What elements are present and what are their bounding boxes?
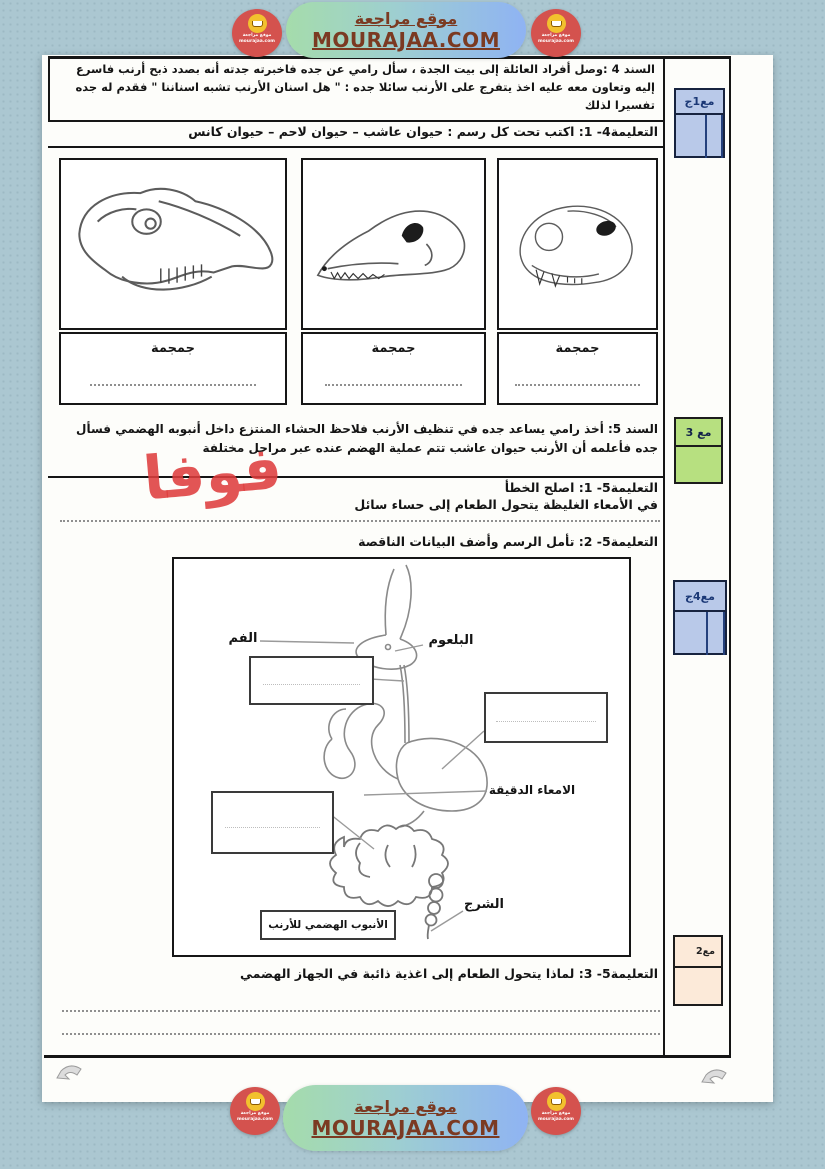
badge-domain: mourajaa.com — [537, 38, 574, 44]
badge-name-arabic: موقع مراجعة — [541, 33, 571, 38]
header-site-domain: MOURAJAA.COM — [312, 27, 500, 52]
grade-box-4-label: مع4ج — [675, 582, 725, 612]
diagram-blank-box-stomach — [484, 692, 608, 743]
grade-cell — [675, 612, 690, 655]
header-left-logo-badge[interactable] — [232, 9, 282, 57]
answer-line — [325, 384, 463, 386]
header-right-logo-badge[interactable] — [531, 9, 581, 57]
rabbit-digestive-tract-drawing — [174, 559, 629, 955]
skull-caption: جمجمة — [371, 341, 416, 356]
answer-line — [62, 1033, 660, 1035]
grade-box-2 — [673, 935, 723, 1006]
footer-site-domain: MOURAJAA.COM — [311, 1115, 500, 1140]
answer-line — [90, 384, 256, 386]
grade-cell — [708, 612, 725, 655]
statement5-text: في الأمعاء الغليظة يتحول الطعام إلى حساء سائل — [354, 497, 658, 512]
skull-caption: جمجمة — [150, 341, 196, 356]
instruction5-3-text: التعليمة5- 3: لماذا يتحول الطعام إلى اغذية ذائبة في الجهاز الهضمي — [239, 966, 658, 981]
diagram-label-small-intestine: الامعاء الدقيقة — [488, 783, 576, 797]
grade-box-4 — [673, 580, 727, 655]
diagram-label-pharynx: البلعوم — [428, 633, 474, 648]
diagram-caption: الأنبوب الهضمي للأرنب — [268, 919, 388, 931]
skull-image-box-carnivore — [301, 158, 486, 330]
grade-box-3 — [674, 417, 723, 484]
grade-cell — [707, 115, 723, 158]
header-site-link[interactable] — [286, 2, 526, 58]
skull-caption-box — [301, 332, 486, 405]
horse-skull-drawing — [61, 160, 285, 328]
grade-cell — [675, 968, 721, 1006]
skull-image-box-felid — [497, 158, 658, 330]
logo-book-icon — [547, 14, 566, 33]
frame-right-line — [729, 56, 731, 1057]
page-flip-icon-right[interactable] — [700, 1066, 730, 1092]
cat-skull-drawing — [499, 160, 656, 328]
digestive-diagram-box — [172, 557, 631, 957]
grade-cell — [690, 115, 706, 158]
dog-skull-drawing — [303, 160, 484, 328]
situation4-box — [48, 57, 665, 122]
situation4-text: السند 4 :وصل أفراد العائلة إلى بيت الجدة ، سأل رامي عن جده فاخبرته جدته أنه بصدد ذبح أرنب فاسرع إليه وتعاون معه عليه اخذ يتفرج على الأرنب سائلا جده : " هل اسنان الأرنب تشبه اسناننا " فقدم له جده تفسيرا لذلك — [75, 62, 655, 112]
grade-box-1 — [674, 88, 725, 158]
grade-cell — [676, 447, 721, 484]
answer-line — [62, 1010, 660, 1012]
instruction5-1-text: التعليمة5- 1: اصلح الخطأ — [504, 480, 658, 495]
skull-caption: جمجمة — [555, 341, 600, 356]
badge-domain: mourajaa.com — [236, 1116, 273, 1122]
frame-column-divider — [663, 56, 665, 1057]
skull-caption-box — [497, 332, 658, 405]
answer-line — [515, 384, 641, 386]
badge-domain: mourajaa.com — [537, 1116, 574, 1122]
diagram-caption-box — [260, 910, 396, 940]
red-watermark: فوفا — [140, 432, 285, 515]
header-site-name-arabic: موقع مراجعة — [354, 8, 458, 28]
page-flip-icon-left[interactable] — [55, 1062, 85, 1088]
instruction4-text: التعليمة4- 1: اكتب تحت كل رسم : حيوان عاشب – حيوان لاحم – حيوان كانس — [188, 124, 658, 139]
grade-box-1-label: مع1ج — [676, 90, 723, 115]
badge-name-arabic: موقع مراجعة — [240, 1111, 270, 1116]
diagram-label-mouth: الفم — [228, 631, 258, 646]
badge-name-arabic: موقع مراجعة — [242, 33, 272, 38]
instruction5-2-text: التعليمة5- 2: تأمل الرسم وأضف البيانات الناقصة — [358, 534, 658, 549]
footer-site-link[interactable] — [283, 1085, 528, 1151]
footer-right-logo-badge[interactable] — [531, 1087, 581, 1135]
diagram-label-anus: الشرج — [463, 897, 505, 912]
grade-box-3-label: مع 3 — [676, 419, 721, 447]
logo-book-icon — [248, 14, 267, 33]
footer-site-name-arabic: موقع مراجعة — [354, 1096, 457, 1116]
answer-line — [60, 520, 660, 522]
situation5-text: السند 5: أخذ رامي يساعد جده في تنظيف الأرنب فلاحظ الحشاء المنتزع داخل أنبوبه الهضمي فسأل جده فأعلمه أن الأرنب حيوان عاشب تتم عملية الهضم عنده عبر مراحل مختلفة — [76, 422, 658, 456]
grade-cell — [690, 612, 707, 655]
skull-caption-box — [59, 332, 287, 405]
footer-left-logo-badge[interactable] — [230, 1087, 280, 1135]
grade-cell — [676, 115, 690, 158]
skull-image-box-herbivore — [59, 158, 287, 330]
diagram-blank-box-large-intestine — [211, 791, 334, 854]
rule-under-instruction4 — [48, 146, 663, 148]
badge-name-arabic: موقع مراجعة — [541, 1111, 571, 1116]
grade-box-2-label: مع2 — [675, 937, 721, 968]
logo-book-icon — [246, 1092, 265, 1111]
logo-book-icon — [547, 1092, 566, 1111]
frame-bottom-line — [44, 1055, 731, 1058]
badge-domain: mourajaa.com — [238, 38, 275, 44]
diagram-blank-box-esophagus — [249, 656, 374, 705]
